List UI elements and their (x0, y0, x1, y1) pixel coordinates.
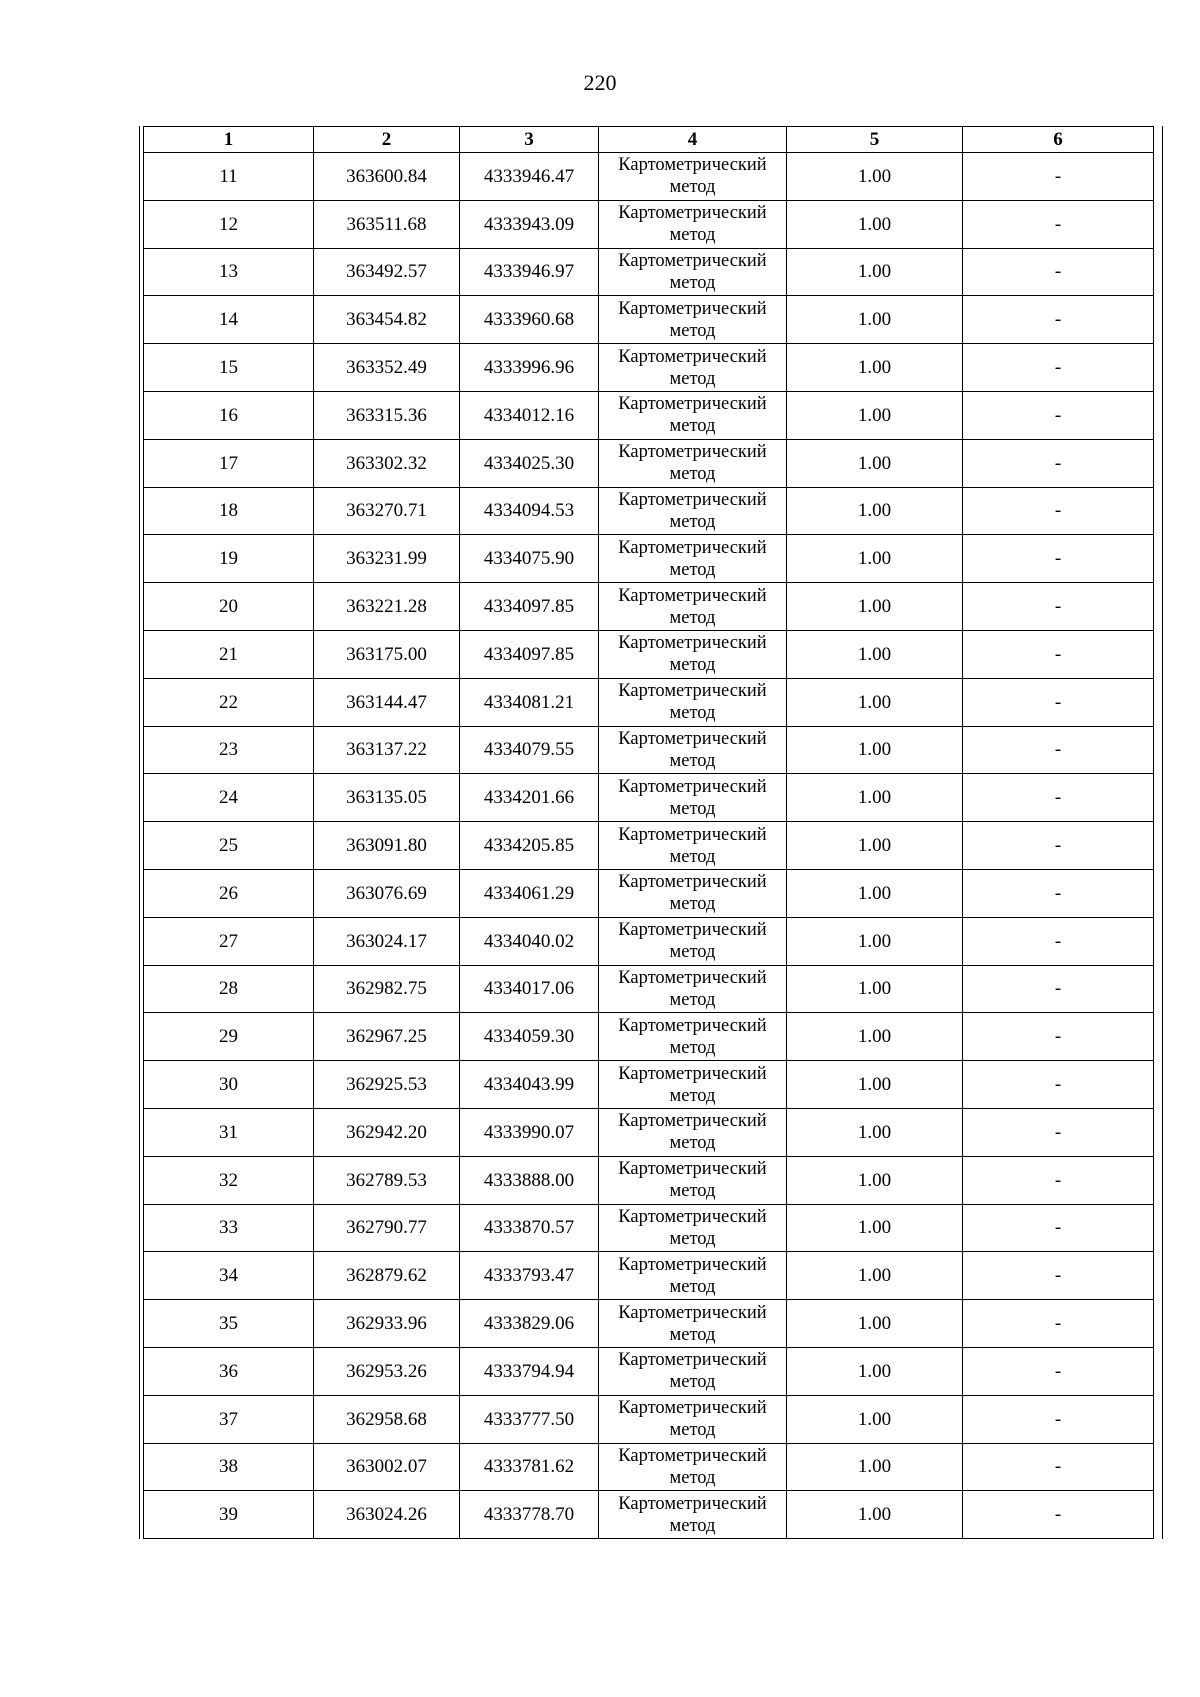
header-cell-3: 3 (460, 127, 599, 153)
method-cell: Картометрический метод (599, 1300, 787, 1348)
y-coordinate-cell: 4334012.16 (460, 391, 599, 439)
point-number-cell: 14 (144, 296, 314, 344)
x-coordinate-cell: 363454.82 (314, 296, 460, 344)
accuracy-cell: 1.00 (787, 439, 963, 487)
point-number-cell: 36 (144, 1347, 314, 1395)
table-row (144, 1108, 1154, 1156)
y-coordinate-cell: 4333829.06 (460, 1300, 599, 1348)
header-cell-1: 1 (144, 127, 314, 153)
point-number-cell: 15 (144, 344, 314, 392)
method-cell: Картометрический метод (599, 1108, 787, 1156)
header-row (144, 127, 1154, 153)
method-cell: Картометрический метод (599, 917, 787, 965)
point-number-cell: 31 (144, 1108, 314, 1156)
method-cell: Картометрический метод (599, 153, 787, 201)
accuracy-cell: 1.00 (787, 1443, 963, 1491)
x-coordinate-cell: 363231.99 (314, 535, 460, 583)
header-cell-4: 4 (599, 127, 787, 153)
method-cell: Картометрический метод (599, 1443, 787, 1491)
table-row (144, 1013, 1154, 1061)
table-row (144, 153, 1154, 201)
note-cell: - (963, 1491, 1154, 1539)
accuracy-cell: 1.00 (787, 391, 963, 439)
x-coordinate-cell: 362967.25 (314, 1013, 460, 1061)
table-row (144, 248, 1154, 296)
y-coordinate-cell: 4334201.66 (460, 774, 599, 822)
point-number-cell: 27 (144, 917, 314, 965)
note-cell: - (963, 678, 1154, 726)
y-coordinate-cell: 4333943.09 (460, 200, 599, 248)
accuracy-cell: 1.00 (787, 535, 963, 583)
y-coordinate-cell: 4333793.47 (460, 1252, 599, 1300)
note-cell: - (963, 344, 1154, 392)
accuracy-cell: 1.00 (787, 583, 963, 631)
y-coordinate-cell: 4333946.97 (460, 248, 599, 296)
table-row (144, 678, 1154, 726)
y-coordinate-cell: 4333794.94 (460, 1347, 599, 1395)
y-coordinate-cell: 4334081.21 (460, 678, 599, 726)
point-number-cell: 28 (144, 965, 314, 1013)
table-row (144, 1252, 1154, 1300)
method-cell: Картометрический метод (599, 726, 787, 774)
point-number-cell: 29 (144, 1013, 314, 1061)
method-cell: Картометрический метод (599, 965, 787, 1013)
table-row (144, 1156, 1154, 1204)
accuracy-cell: 1.00 (787, 1156, 963, 1204)
y-coordinate-cell: 4334061.29 (460, 869, 599, 917)
header-cell-6: 6 (963, 127, 1154, 153)
point-number-cell: 20 (144, 583, 314, 631)
note-cell: - (963, 583, 1154, 631)
x-coordinate-cell: 363024.17 (314, 917, 460, 965)
y-coordinate-cell: 4333996.96 (460, 344, 599, 392)
note-cell: - (963, 439, 1154, 487)
point-number-cell: 12 (144, 200, 314, 248)
table-row (144, 1347, 1154, 1395)
y-coordinate-cell: 4333990.07 (460, 1108, 599, 1156)
y-coordinate-cell: 4334043.99 (460, 1061, 599, 1109)
method-cell: Картометрический метод (599, 1013, 787, 1061)
accuracy-cell: 1.00 (787, 678, 963, 726)
accuracy-cell: 1.00 (787, 965, 963, 1013)
table-row (144, 965, 1154, 1013)
point-number-cell: 11 (144, 153, 314, 201)
x-coordinate-cell: 362933.96 (314, 1300, 460, 1348)
method-cell: Картометрический метод (599, 344, 787, 392)
y-coordinate-cell: 4333781.62 (460, 1443, 599, 1491)
y-coordinate-cell: 4334079.55 (460, 726, 599, 774)
y-coordinate-cell: 4334017.06 (460, 965, 599, 1013)
x-coordinate-cell: 363076.69 (314, 869, 460, 917)
point-number-cell: 39 (144, 1491, 314, 1539)
table-header (144, 127, 1154, 153)
note-cell: - (963, 1108, 1154, 1156)
accuracy-cell: 1.00 (787, 1013, 963, 1061)
accuracy-cell: 1.00 (787, 153, 963, 201)
method-cell: Картометрический метод (599, 439, 787, 487)
note-cell: - (963, 535, 1154, 583)
y-coordinate-cell: 4333960.68 (460, 296, 599, 344)
table-row (144, 1204, 1154, 1252)
x-coordinate-cell: 363302.32 (314, 439, 460, 487)
y-coordinate-cell: 4334094.53 (460, 487, 599, 535)
note-cell: - (963, 774, 1154, 822)
note-cell: - (963, 917, 1154, 965)
note-cell: - (963, 248, 1154, 296)
point-number-cell: 19 (144, 535, 314, 583)
method-cell: Картометрический метод (599, 296, 787, 344)
point-number-cell: 25 (144, 822, 314, 870)
table-row (144, 1395, 1154, 1443)
note-cell: - (963, 869, 1154, 917)
note-cell: - (963, 1252, 1154, 1300)
accuracy-cell: 1.00 (787, 917, 963, 965)
point-number-cell: 18 (144, 487, 314, 535)
y-coordinate-cell: 4334205.85 (460, 822, 599, 870)
method-cell: Картометрический метод (599, 678, 787, 726)
header-cell-2: 2 (314, 127, 460, 153)
accuracy-cell: 1.00 (787, 1204, 963, 1252)
y-coordinate-cell: 4333778.70 (460, 1491, 599, 1539)
accuracy-cell: 1.00 (787, 630, 963, 678)
method-cell: Картометрический метод (599, 535, 787, 583)
page-number: 220 (583, 70, 617, 95)
table-row (144, 1061, 1154, 1109)
table-row (144, 1300, 1154, 1348)
x-coordinate-cell: 363600.84 (314, 153, 460, 201)
accuracy-cell: 1.00 (787, 1491, 963, 1539)
accuracy-cell: 1.00 (787, 1347, 963, 1395)
table-row (144, 1443, 1154, 1491)
accuracy-cell: 1.00 (787, 822, 963, 870)
x-coordinate-cell: 363492.57 (314, 248, 460, 296)
y-coordinate-cell: 4334097.85 (460, 630, 599, 678)
accuracy-cell: 1.00 (787, 1061, 963, 1109)
y-coordinate-cell: 4334040.02 (460, 917, 599, 965)
point-number-cell: 21 (144, 630, 314, 678)
x-coordinate-cell: 363144.47 (314, 678, 460, 726)
note-cell: - (963, 630, 1154, 678)
point-number-cell: 30 (144, 1061, 314, 1109)
note-cell: - (963, 487, 1154, 535)
point-number-cell: 16 (144, 391, 314, 439)
accuracy-cell: 1.00 (787, 1395, 963, 1443)
x-coordinate-cell: 362953.26 (314, 1347, 460, 1395)
x-coordinate-cell: 362982.75 (314, 965, 460, 1013)
method-cell: Картометрический метод (599, 583, 787, 631)
header-cell-5: 5 (787, 127, 963, 153)
method-cell: Картометрический метод (599, 1156, 787, 1204)
method-cell: Картометрический метод (599, 1061, 787, 1109)
accuracy-cell: 1.00 (787, 200, 963, 248)
x-coordinate-cell: 362925.53 (314, 1061, 460, 1109)
accuracy-cell: 1.00 (787, 296, 963, 344)
table-row (144, 869, 1154, 917)
coordinates-table-frame (139, 126, 1163, 1539)
note-cell: - (963, 822, 1154, 870)
table-row (144, 630, 1154, 678)
method-cell: Картометрический метод (599, 630, 787, 678)
x-coordinate-cell: 363315.36 (314, 391, 460, 439)
note-cell: - (963, 1013, 1154, 1061)
note-cell: - (963, 1347, 1154, 1395)
table-row (144, 583, 1154, 631)
point-number-cell: 34 (144, 1252, 314, 1300)
note-cell: - (963, 153, 1154, 201)
table-row (144, 200, 1154, 248)
table-row (144, 774, 1154, 822)
table-row (144, 439, 1154, 487)
table-row (144, 726, 1154, 774)
accuracy-cell: 1.00 (787, 1108, 963, 1156)
accuracy-cell: 1.00 (787, 869, 963, 917)
note-cell: - (963, 1061, 1154, 1109)
table-row (144, 296, 1154, 344)
point-number-cell: 37 (144, 1395, 314, 1443)
x-coordinate-cell: 363024.26 (314, 1491, 460, 1539)
accuracy-cell: 1.00 (787, 344, 963, 392)
table-row (144, 487, 1154, 535)
table-row (144, 535, 1154, 583)
y-coordinate-cell: 4334025.30 (460, 439, 599, 487)
table-row (144, 917, 1154, 965)
x-coordinate-cell: 363270.71 (314, 487, 460, 535)
note-cell: - (963, 1300, 1154, 1348)
point-number-cell: 33 (144, 1204, 314, 1252)
table-row (144, 344, 1154, 392)
note-cell: - (963, 1395, 1154, 1443)
note-cell: - (963, 296, 1154, 344)
point-number-cell: 23 (144, 726, 314, 774)
method-cell: Картометрический метод (599, 774, 787, 822)
x-coordinate-cell: 362942.20 (314, 1108, 460, 1156)
method-cell: Картометрический метод (599, 1347, 787, 1395)
note-cell: - (963, 726, 1154, 774)
point-number-cell: 35 (144, 1300, 314, 1348)
x-coordinate-cell: 363091.80 (314, 822, 460, 870)
note-cell: - (963, 965, 1154, 1013)
accuracy-cell: 1.00 (787, 1252, 963, 1300)
point-number-cell: 17 (144, 439, 314, 487)
y-coordinate-cell: 4334097.85 (460, 583, 599, 631)
y-coordinate-cell: 4334059.30 (460, 1013, 599, 1061)
point-number-cell: 24 (144, 774, 314, 822)
x-coordinate-cell: 363135.05 (314, 774, 460, 822)
note-cell: - (963, 391, 1154, 439)
method-cell: Картометрический метод (599, 248, 787, 296)
note-cell: - (963, 1443, 1154, 1491)
point-number-cell: 32 (144, 1156, 314, 1204)
point-number-cell: 22 (144, 678, 314, 726)
y-coordinate-cell: 4333870.57 (460, 1204, 599, 1252)
y-coordinate-cell: 4333777.50 (460, 1395, 599, 1443)
table-row (144, 391, 1154, 439)
x-coordinate-cell: 363175.00 (314, 630, 460, 678)
method-cell: Картометрический метод (599, 822, 787, 870)
method-cell: Картометрический метод (599, 1204, 787, 1252)
x-coordinate-cell: 363137.22 (314, 726, 460, 774)
x-coordinate-cell: 362958.68 (314, 1395, 460, 1443)
accuracy-cell: 1.00 (787, 248, 963, 296)
accuracy-cell: 1.00 (787, 487, 963, 535)
y-coordinate-cell: 4333946.47 (460, 153, 599, 201)
method-cell: Картометрический метод (599, 391, 787, 439)
y-coordinate-cell: 4333888.00 (460, 1156, 599, 1204)
point-number-cell: 26 (144, 869, 314, 917)
method-cell: Картометрический метод (599, 487, 787, 535)
method-cell: Картометрический метод (599, 200, 787, 248)
x-coordinate-cell: 362879.62 (314, 1252, 460, 1300)
x-coordinate-cell: 363221.28 (314, 583, 460, 631)
method-cell: Картометрический метод (599, 1252, 787, 1300)
method-cell: Картометрический метод (599, 1491, 787, 1539)
point-number-cell: 13 (144, 248, 314, 296)
note-cell: - (963, 200, 1154, 248)
accuracy-cell: 1.00 (787, 1300, 963, 1348)
x-coordinate-cell: 363511.68 (314, 200, 460, 248)
accuracy-cell: 1.00 (787, 726, 963, 774)
x-coordinate-cell: 363352.49 (314, 344, 460, 392)
method-cell: Картометрический метод (599, 1395, 787, 1443)
x-coordinate-cell: 362790.77 (314, 1204, 460, 1252)
coordinates-table (143, 126, 1154, 1539)
note-cell: - (963, 1156, 1154, 1204)
point-number-cell: 38 (144, 1443, 314, 1491)
note-cell: - (963, 1204, 1154, 1252)
x-coordinate-cell: 363002.07 (314, 1443, 460, 1491)
table-body (144, 153, 1154, 1539)
x-coordinate-cell: 362789.53 (314, 1156, 460, 1204)
table-row (144, 822, 1154, 870)
accuracy-cell: 1.00 (787, 774, 963, 822)
y-coordinate-cell: 4334075.90 (460, 535, 599, 583)
method-cell: Картометрический метод (599, 869, 787, 917)
table-row (144, 1491, 1154, 1539)
